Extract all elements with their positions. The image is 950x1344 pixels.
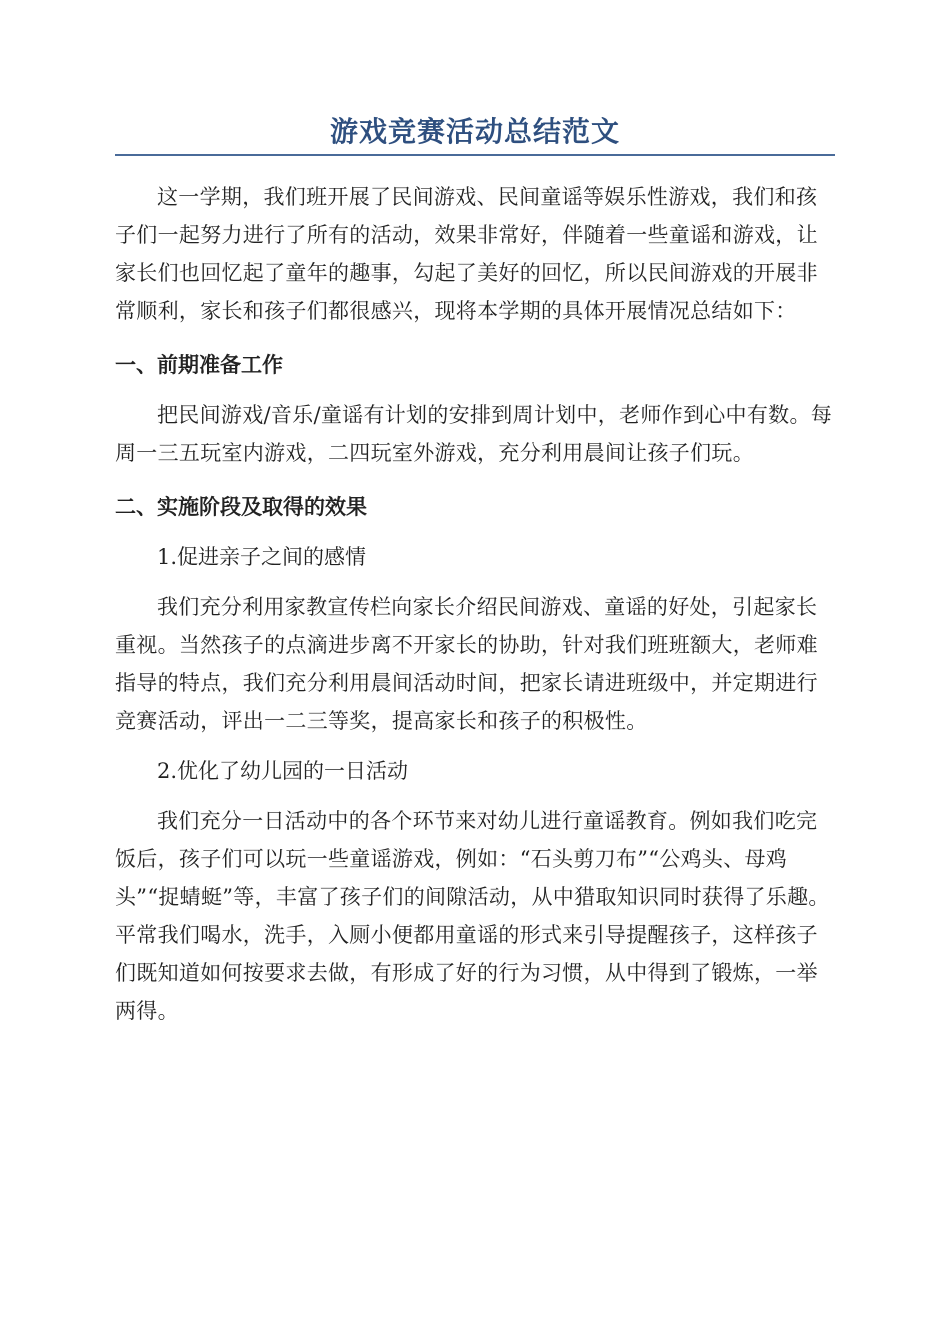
subheading-daily-activities: 2.优化了幼儿园的一日活动 xyxy=(157,759,409,783)
page-title: 游戏竞赛活动总结范文 xyxy=(115,112,835,156)
subheading-parent-child: 1.促进亲子之间的感情 xyxy=(157,545,367,569)
section-heading-preparation: 一、前期准备工作 xyxy=(115,353,283,377)
section-heading-implementation: 二、实施阶段及取得的效果 xyxy=(115,495,367,519)
parent-child-paragraph: 我们充分利用家教宣传栏向家长介绍民间游戏、童谣的好处，引起家长重视。当然孩子的点滴进步离不开家长的协助，针对我们班班额大，老师难指导的特点，我们充分利用晨间活动时间，把家长请进班级中，并定期进行竞赛活动，评出一二三等奖，提高家长和孩子的积极性。 xyxy=(115,595,818,733)
preparation-paragraph: 把民间游戏/音乐/童谣有计划的安排到周计划中，老师作到心中有数。每周一三五玩室内游戏，二四玩室外游戏，充分利用晨间让孩子们玩。 xyxy=(115,403,833,465)
intro-paragraph: 这一学期，我们班开展了民间游戏、民间童谣等娱乐性游戏，我们和孩子们一起努力进行了所有的活动，效果非常好，伴随着一些童谣和游戏，让家长们也回忆起了童年的趣事，勾起了美好的回忆，所以民间游戏的开展非常顺利，家长和孩子们都很感兴，现将本学期的具体开展情况总结如下： xyxy=(115,185,818,323)
daily-activities-paragraph: 我们充分一日活动中的各个环节来对幼儿进行童谣教育。例如我们吃完饭后，孩子们可以玩一些童谣游戏，例如：“石头剪刀布”“公鸡头、母鸡头”“捉蜻蜓”等，丰富了孩子们的间隙活动，从中猎取知识同时获得了乐趣。平常我们喝水，洗手，入厕小便都用童谣的形式来引导提醒孩子，这样孩子们既知道如何按要求去做，有形成了好的行为习惯，从中得到了锻炼，一举两得。 xyxy=(115,809,830,1023)
document-page xyxy=(115,112,835,1030)
